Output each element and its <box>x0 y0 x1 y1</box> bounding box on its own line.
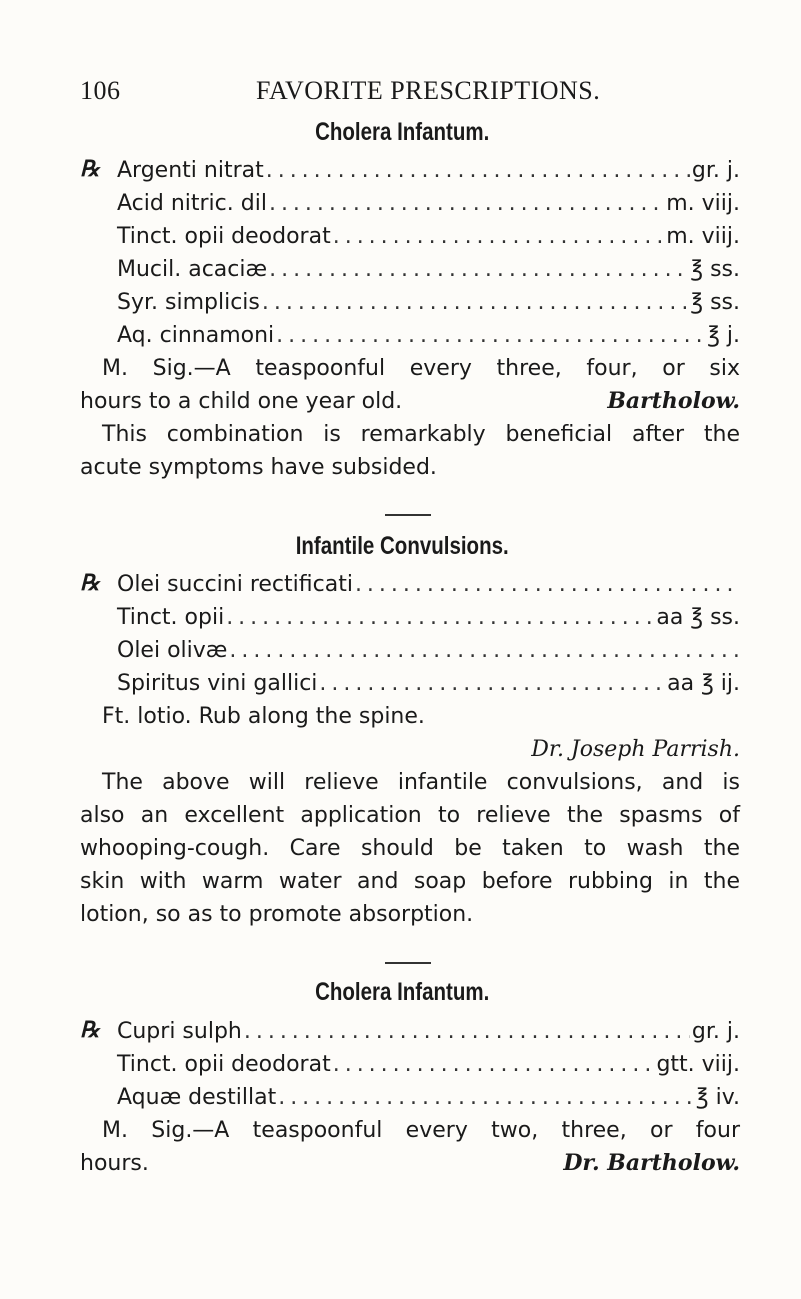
section-title-cholera-1: Cholera Infantum. <box>315 118 490 146</box>
ingredient-line <box>117 154 740 188</box>
note-text: This combination is remarkably beneficial after the <box>102 422 740 447</box>
ingredient-name: Acid nitric. dil <box>117 191 267 216</box>
ingredient-line <box>117 568 740 602</box>
sig-paragraph <box>80 352 740 385</box>
ingredient-name: Syr. simplicis <box>117 290 260 315</box>
leader-dots <box>355 568 738 602</box>
sig-text: M. Sig.—A teaspoonful every three, four, or six <box>102 356 740 381</box>
ingredient-line <box>117 220 740 254</box>
leader-dots <box>226 601 654 635</box>
note-text: acute symptoms have subsided. <box>80 455 437 480</box>
note-text: skin with warm water and soap before rubbing in the <box>80 869 740 894</box>
author-attribution: Bartholow. <box>607 388 740 414</box>
ingredient-dose: aa ℥ ss. <box>656 605 740 630</box>
ingredient-dose: ℥ ss. <box>690 290 740 315</box>
ingredient-name: Tinct. opii deodorat <box>117 224 331 249</box>
note-text: whooping-cough. Care should be taken to wash the <box>80 836 740 861</box>
ingredient-name: Argenti nitrat <box>117 158 264 183</box>
ingredient-line <box>117 319 740 353</box>
note-text: lotion, so as to promote absorption. <box>80 902 474 927</box>
leader-dots <box>262 286 689 320</box>
ingredient-dose: gtt. viij. <box>656 1052 740 1077</box>
note-text: The above will relieve infantile convulsions, and is <box>102 770 740 795</box>
page-header <box>0 72 801 112</box>
ingredient-dose: ℥ iv. <box>695 1085 740 1110</box>
ingredient-name: Spiritus vini gallici <box>117 671 318 696</box>
note-paragraph-line <box>80 865 740 898</box>
leader-dots <box>244 1015 690 1049</box>
ingredient-line <box>117 667 740 701</box>
note-paragraph-end <box>80 898 740 931</box>
sig-text-continued: hours. <box>80 1151 149 1176</box>
sig-line-with-author <box>80 1147 740 1180</box>
ingredient-line <box>117 1048 740 1082</box>
leader-dots <box>229 634 738 668</box>
author-attribution: Dr. Bartholow. <box>563 1150 740 1176</box>
section-divider <box>385 962 431 964</box>
rx-symbol: ℞ <box>80 1017 100 1043</box>
leader-dots <box>276 319 705 353</box>
ingredient-name: Cupri sulph <box>117 1019 242 1044</box>
ingredient-dose: ℥ ss. <box>690 257 740 282</box>
ingredient-line <box>117 286 740 320</box>
ingredient-name: Aquæ destillat <box>117 1085 277 1110</box>
formula-instruction <box>80 700 740 733</box>
ingredient-dose: aa ℥ ij. <box>667 671 740 696</box>
note-text: also an excellent application to relieve the spasms of <box>80 803 740 828</box>
ingredient-line <box>117 253 740 287</box>
note-paragraph-line <box>80 799 740 832</box>
ingredient-name: Tinct. opii <box>117 605 225 630</box>
ingredient-dose: m. viij. <box>666 224 740 249</box>
leader-dots <box>333 220 665 254</box>
ingredient-name: Olei succini rectificati <box>117 572 353 597</box>
leader-dots <box>269 187 664 221</box>
ingredient-dose: m. viij. <box>666 191 740 216</box>
leader-dots <box>278 1081 694 1115</box>
ingredient-name: Mucil. acaciæ <box>117 257 268 282</box>
ingredient-name: Aq. cinnamoni <box>117 323 275 348</box>
rx-symbol: ℞ <box>80 156 100 182</box>
sig-text-continued: hours to a child one year old. <box>80 389 403 414</box>
page-number: 106 <box>80 76 121 105</box>
ingredient-dose: ℥ j. <box>707 323 740 348</box>
leader-dots <box>266 154 690 188</box>
note-paragraph <box>80 766 740 799</box>
section-divider <box>385 514 431 516</box>
sig-text: M. Sig.—A teaspoonful every two, three, or four <box>102 1118 740 1143</box>
leader-dots <box>269 253 688 287</box>
leader-dots <box>319 667 665 701</box>
ingredient-name: Tinct. opii deodorat <box>117 1052 331 1077</box>
ingredient-name: Olei olivæ <box>117 638 228 663</box>
ingredient-line <box>117 601 740 635</box>
ingredient-dose: gr. j. <box>691 158 740 183</box>
ingredient-line <box>117 1081 740 1115</box>
note-paragraph-end <box>80 451 740 484</box>
section-title-convulsions: Infantile Convulsions. <box>295 532 509 560</box>
sig-paragraph <box>80 1114 740 1147</box>
note-paragraph-line <box>80 832 740 865</box>
author-attribution: Dr. Joseph Parrish. <box>531 737 740 762</box>
running-title: FAVORITE PRESCRIPTIONS. <box>256 76 601 105</box>
ingredient-line <box>117 1015 740 1049</box>
leader-dots <box>333 1048 655 1082</box>
sig-line-with-author <box>80 385 740 418</box>
ingredient-dose: gr. j. <box>691 1019 740 1044</box>
section-title-cholera-2: Cholera Infantum. <box>315 978 490 1006</box>
note-paragraph <box>80 418 740 451</box>
ingredient-line <box>117 187 740 221</box>
ft-text: Ft. lotio. Rub along the spine. <box>102 704 425 729</box>
rx-symbol: ℞ <box>80 570 100 596</box>
ingredient-line <box>117 634 740 668</box>
